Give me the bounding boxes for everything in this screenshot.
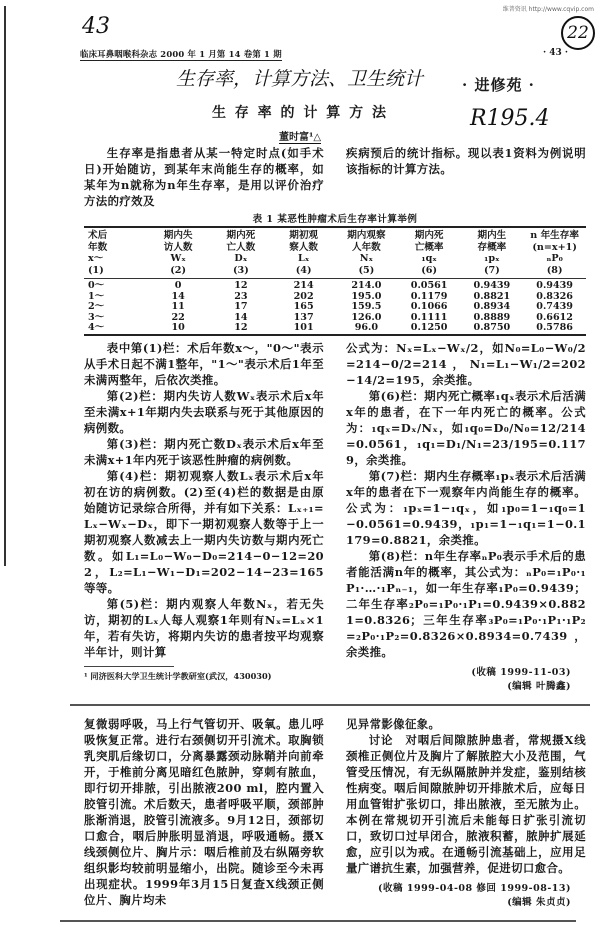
header-line: (8) — [546, 264, 563, 276]
case-report-text: 复微弱呼吸，马上行气管切开、吸氧。患儿呼吸恢复正常。进行右颈侧切开引流术。取胸锁乳突肌后缘切口，分离暴露颈动脉鞘并向前牵开，于椎前分离见暗红色脓肿，穿刺有脓血，即行切开排脓，引出脓液200 ml，腔内置入胶管引流。术后数天，患者呼吸平顺，颈部肿胀渐消退，胶管引流液多。9月12日，颈部切口愈合，咽后肿胀明显消退，呼吸通畅。摄X线颈侧位片、胸片示：咽后椎前及右纵隔旁软组织影均较前明显缩小，出院。随诊至今未再出现症状。1999年3月15日复查X线颈正侧位片、胸片均未 — [84, 716, 324, 907]
table-cell: 0～ — [84, 279, 147, 292]
table-cell: 3～ — [88, 311, 105, 323]
table-header-cell — [210, 228, 273, 279]
header-line: (7) — [483, 264, 500, 276]
prev-article-dates — [346, 882, 586, 910]
column-1-note: 表中第(1)栏：术后年数x～，"0～"表示从手术日起不满1整年，"1～"表示术后1年至未满两整年，后依次类推。 — [84, 340, 324, 387]
header-line: 期内死 — [226, 230, 256, 241]
table-cell: 11 — [171, 301, 185, 313]
header-line: (5) — [358, 264, 375, 276]
editor: (编辑 叶腾鑫) — [507, 680, 571, 692]
table-cell: 1～ — [88, 290, 105, 302]
journal-header: 临床耳鼻咽喉科杂志 2000 年 1 月第 14 卷第 1 期 — [80, 49, 282, 59]
table-cell: 12 — [234, 322, 248, 334]
table-header-cell — [272, 228, 335, 279]
table-header-row — [84, 228, 586, 279]
header-line: 亡概率 — [414, 241, 444, 253]
header-line: 期内生 — [477, 230, 507, 241]
header-line: (3) — [232, 264, 249, 276]
header-line: ₙP₀ — [546, 253, 563, 264]
bottom-rule — [60, 920, 576, 922]
header-line: 访人数 — [163, 241, 193, 253]
table-bottom-rule — [84, 334, 586, 336]
table-cell: 12 — [210, 279, 273, 292]
header-line: n 年生存率 — [530, 230, 579, 241]
table-cell: 0.1179 — [410, 290, 448, 302]
intro-left — [84, 145, 324, 209]
table-body — [84, 279, 586, 334]
table-cell: 0.0561 — [398, 279, 461, 292]
table-row — [84, 279, 586, 292]
prev-editor: (编辑 朱贞贞) — [507, 896, 571, 908]
footnote: ¹ 同济医科大学卫生统计学教研室(武汉，430030) — [84, 670, 272, 681]
table-cell: 14 — [234, 311, 248, 323]
table-cell: 4～ — [88, 322, 105, 334]
section-label: · 进修苑 · — [462, 76, 535, 94]
header-line: ₁pₓ — [484, 253, 500, 264]
author-name: 董时富¹△ — [278, 132, 322, 143]
header-line: 期初观 — [289, 230, 319, 241]
left-column — [84, 340, 324, 694]
column-2-note: 第(2)栏：期内失访人数Wₓ表示术后x年至未满x+1年期内失去联系与死于其他原因的病例数。 — [84, 388, 324, 435]
table-cell: 0.8750 — [473, 322, 511, 334]
header-line: 察人数 — [289, 241, 319, 253]
table-cell: 165 — [293, 301, 314, 313]
header-line: 期内死 — [414, 230, 444, 241]
header-line: 年数 — [88, 241, 108, 253]
table-cell: 0.8889 — [473, 311, 511, 323]
watermark: 维普资讯 http://www.cqvip.com — [502, 6, 594, 13]
table-cell: 0.9439 — [461, 279, 524, 292]
header-line: Wₓ — [170, 253, 186, 264]
author — [250, 128, 350, 143]
table-header-cell — [398, 228, 461, 279]
right-column-text — [346, 340, 586, 660]
table-row — [84, 323, 586, 334]
header-line: 术后 — [88, 230, 108, 241]
table-cell: 137 — [293, 311, 314, 323]
table-cell: 0.6612 — [536, 311, 573, 323]
header-line: Nₓ — [359, 253, 374, 264]
table-cell: 202 — [293, 290, 314, 302]
header-line: 存概率 — [477, 241, 507, 253]
main-columns — [84, 340, 586, 694]
header-line: (1) — [88, 264, 104, 276]
table-cell: 2～ — [88, 301, 105, 313]
table-cell: 0.1250 — [410, 322, 448, 334]
header-line: 人年数 — [351, 241, 381, 253]
table-cell: 0.8326 — [536, 290, 573, 302]
table-cell: 14 — [171, 290, 185, 302]
footnote-rule — [84, 666, 174, 667]
prev-article-right — [346, 716, 586, 910]
article-dates — [346, 666, 586, 694]
table-cell: 22 — [171, 311, 185, 323]
column-5-formula: 公式为：Nₓ=Lₓ−Wₓ/2，如N₀=L₀−W₀/2=214−0/2=214，N₁=L₁−W₁/2=202−14/2=195，余类推。 — [346, 340, 586, 387]
table-caption: 表 1 某恶性肿瘤术后生存率计算举例 — [252, 214, 418, 225]
column-7-note: 第(7)栏：期内生存概率₁pₓ表示术后活满x年的患者在下一观察年内尚能生存的概率。公式为：₁pₓ=1−₁qₓ，如₁p₀=1−₁q₀=1−0.0561=0.9439，₁p₁=1−₁q₁=1−0.1179=0.8821，余类推。 — [346, 468, 586, 547]
survival-table — [84, 228, 586, 334]
intro-right — [346, 145, 586, 209]
table-cell: 96.0 — [354, 322, 379, 334]
header-line: (6) — [421, 264, 437, 276]
table-cell: 0.8821 — [473, 290, 511, 302]
column-4-note: 第(4)栏：期初观察人数Lₓ表示术后x年初在访的病例数。(2)至(4)栏的数据是由原始随访记录综合所得，并有如下关系：Lₓ₊₁=Lₓ−Wₓ−Dₓ，即下一期初观察人数等于上一期初观察人数减去上一期内失访数与期内死亡数。如L₁=L₀−W₀−D₀=214−0−12=202，L₂=L₁−W₁−D₁=202−14−23=165等等。 — [84, 468, 324, 595]
case-report-end: 见异常影像征象。 — [346, 716, 441, 731]
handwritten-class-code: R195.4 — [470, 106, 550, 131]
table-row — [84, 313, 586, 324]
table-row — [84, 302, 586, 313]
table-cell: 17 — [234, 301, 248, 313]
table-cell: 101 — [293, 322, 314, 334]
scan-edge — [4, 6, 6, 566]
table-header-cell — [84, 228, 147, 279]
prev-article-columns — [84, 716, 586, 910]
table-cell: 0.5786 — [536, 322, 573, 334]
table-cell: 0.8934 — [473, 301, 511, 313]
article-separator — [70, 704, 590, 706]
column-6-note: 第(6)栏：期内死亡概率₁qₓ表示术后活满x年的患者，在下一年内死亡的概率。公式为：₁qₓ=Dₓ/Nₓ，如₁q₀=D₀/N₀=12/214=0.0561，₁q₁=D₁/N₁=23/195=0.1179，余类推。 — [346, 388, 586, 467]
prev-article-right-text — [346, 716, 586, 876]
article-title: 生 存 率 的 计 算 方 法 — [211, 105, 389, 121]
header-line: (2) — [170, 264, 186, 276]
table-cell: 0.9439 — [523, 279, 586, 292]
table-cell: 0.7439 — [536, 301, 573, 313]
table-cell: 214.0 — [335, 279, 398, 292]
table-cell: 10 — [171, 322, 185, 334]
received-date: (收稿 1999-11-03) — [471, 666, 571, 678]
handwritten-circled-number: 22 — [561, 16, 595, 50]
discussion-label: 讨论 — [368, 732, 394, 747]
intro — [84, 145, 586, 209]
header-line: 期内失 — [163, 230, 193, 241]
table-cell: 195.0 — [351, 290, 382, 302]
table-header-cell — [523, 228, 586, 279]
header-line: Lₓ — [297, 253, 310, 264]
table-row — [84, 292, 586, 303]
table-cell: 159.5 — [351, 301, 382, 313]
table-header-cell — [461, 228, 524, 279]
table-cell: 126.0 — [351, 311, 382, 323]
header-line: 亡人数 — [226, 241, 256, 253]
column-3-note: 第(3)栏：期内死亡数Dₓ表示术后x年至未满x+1年内死于该恶性肿瘤的病例数。 — [84, 436, 324, 467]
discussion-paragraph — [346, 732, 586, 876]
intro-paragraph-cont: 疾病预后的统计指标。现以表1资料为例说明该指标的计算方法。 — [346, 146, 586, 176]
table-cell: 0 — [147, 279, 210, 292]
right-column — [346, 340, 586, 694]
article-body — [84, 145, 586, 930]
table-header-cell — [147, 228, 210, 279]
header-line: (n=x+1) — [532, 241, 577, 253]
header-line: ₁qₓ — [421, 253, 437, 264]
table-header-cell — [335, 228, 398, 279]
prev-received-date: (收稿 1999-04-08 修回 1999-08-13) — [378, 882, 571, 894]
table-cell: 23 — [234, 290, 248, 302]
handwritten-page-number: 43 — [82, 14, 110, 39]
header-line: Dₓ — [234, 253, 248, 264]
intro-paragraph: 生存率是指患者从某一特定时点(如手术日)开始随访，到某年末尚能生存的概率，如某年为n就称为n年生存率，是用以评价治疗方法的疗效及 — [84, 146, 324, 208]
column-8-note: 第(8)栏：n年生存率ₙP₀表示手术后的患者能活满n年的概率，其公式为：ₙP₀=₁P₀·₁P₁·…·₁Pₙ₋₁，如一年生存率₁P₀=0.9439；二年生存率₂P₀=₁P₀·₁P₁=0.9439×0.8821=0.8326；三年生存率₃P₀=₁P₀·₁P₁·₁P₂=₂P₀·₁P₂=0.8326×0.8934=0.7439，余类推。 — [346, 548, 586, 659]
table-cell: 0.1066 — [410, 301, 448, 313]
table-cell: 214 — [272, 279, 335, 292]
handwritten-keywords: 生存率，计算方法、卫生统计 — [176, 68, 424, 90]
column-5-note: 第(5)栏：期内观察人年数Nₓ，若无失访，期初的Lₓ人每人观察1年则有Nₓ=Lₓ×1年，若有失访，将期内失访的患者按平均观察半年计，则计算 — [84, 596, 324, 659]
prev-article-left — [84, 716, 324, 910]
header-line: (4) — [295, 264, 312, 276]
left-column-text — [84, 340, 324, 660]
page-number: · 43 · — [543, 48, 569, 58]
header-line: x～ — [88, 253, 104, 264]
table-cell: 0.1111 — [410, 311, 448, 323]
discussion-text: 对咽后间隙脓肿患者，常规摄X线颈椎正侧位片及胸片了解脓腔大小及范围，气管受压情况，有无纵隔脓肿并发症，鉴别结核性病变。咽后间隙脓肿切开排脓术后，应每日用血管钳扩张切口，排出脓液，至无脓为止。本例在常规切开引流后未能每日扩张引流切口，致切口过早闭合，脓液积蓄，脓肿扩展延愈，应引以为戒。在通畅引流基础上，应用足量广谱抗生素，加强营养，促进切口愈合。 — [346, 732, 586, 875]
header-line: 期内观察 — [347, 230, 386, 241]
